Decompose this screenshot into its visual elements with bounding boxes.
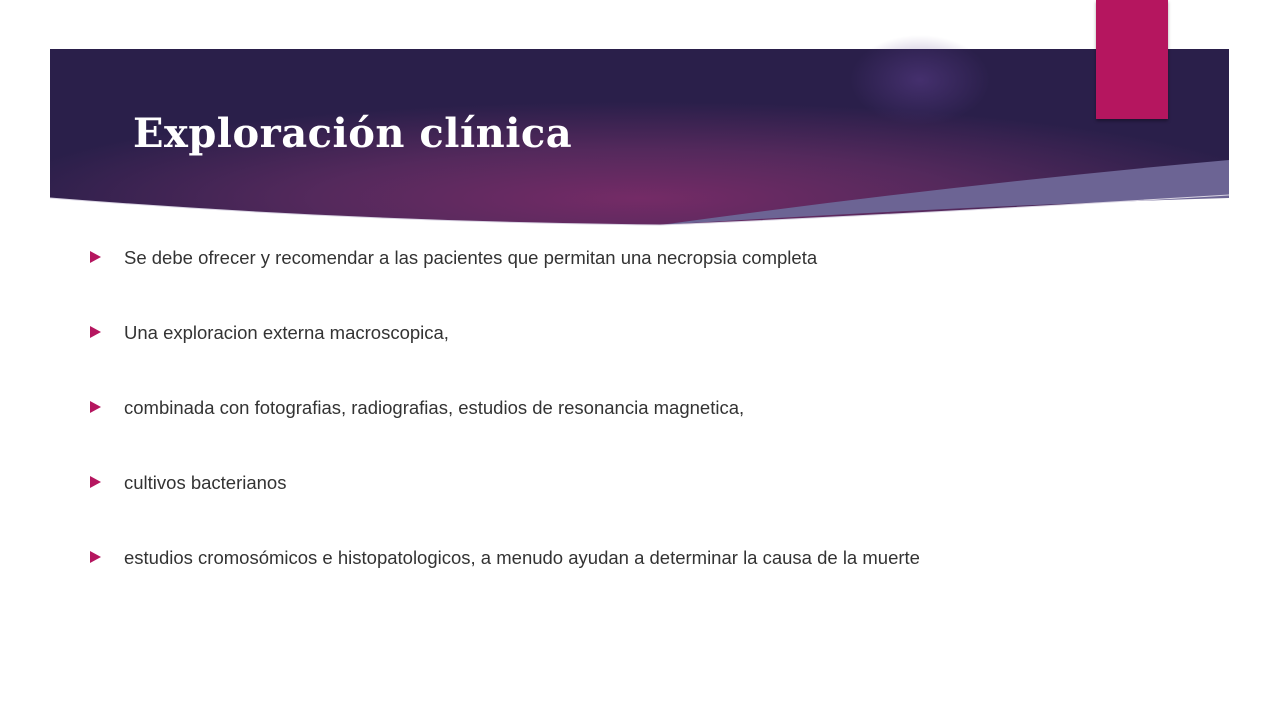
triangle-right-icon — [90, 476, 101, 488]
bullet-text: Se debe ofrecer y recomendar a las pacientes que permitan una necropsia completa — [124, 247, 818, 268]
triangle-right-icon — [90, 401, 101, 413]
slide-title: Exploración clínica — [133, 110, 573, 157]
triangle-right-icon — [90, 551, 101, 563]
accent-tab — [1096, 0, 1168, 119]
bullet-text: cultivos bacterianos — [124, 472, 287, 493]
bullet-list — [88, 246, 988, 621]
list-item — [88, 246, 988, 269]
bullet-text: combinada con fotografias, radiografias, estudios de resonancia magnetica, — [124, 397, 745, 418]
list-item — [88, 546, 988, 569]
triangle-right-icon — [90, 251, 101, 263]
bullet-text: estudios cromosómicos e histopatologicos, a menudo ayudan a determinar la causa de la muerte — [124, 547, 920, 568]
triangle-right-icon — [90, 326, 101, 338]
list-item — [88, 396, 988, 419]
list-item — [88, 471, 988, 494]
list-item — [88, 321, 988, 344]
banner-highlight — [850, 35, 990, 125]
bullet-text: Una exploracion externa macroscopica, — [124, 322, 449, 343]
